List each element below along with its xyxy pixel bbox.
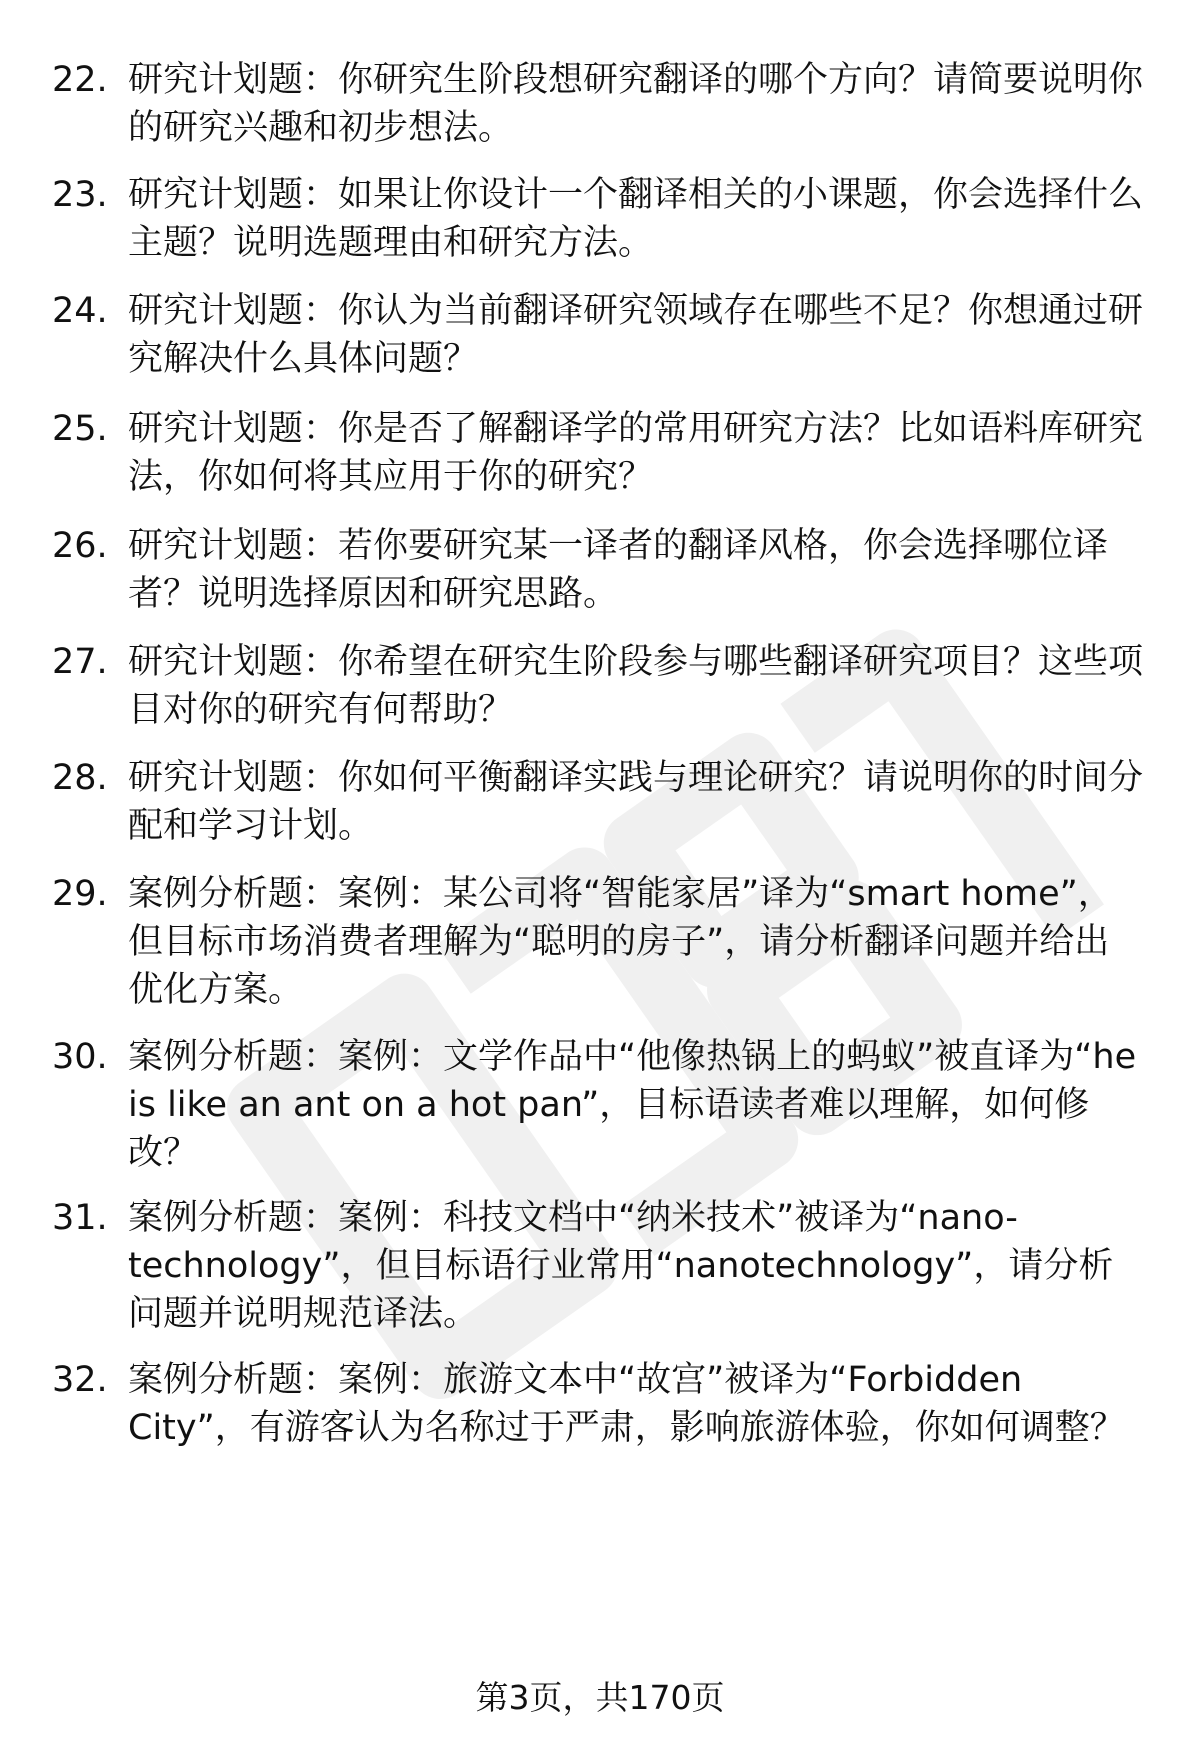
question-item — [52, 754, 1152, 850]
question-number: 28. — [52, 758, 108, 798]
question-text: 案例分析题：案例：文学作品中“他像热锅上的蚂蚁”被直译为“he is like an ant on a hot pan”，目标语读者难以理解，如何修改？ — [128, 1037, 1137, 1173]
question-number: 26. — [52, 526, 108, 566]
question-text: 研究计划题：若你要研究某一译者的翻译风格，你会选择哪位译者？说明选择原因和研究思路。 — [128, 526, 1109, 614]
question-number: 29. — [52, 874, 108, 914]
question-number: 22. — [52, 60, 108, 100]
question-item — [52, 1356, 1152, 1452]
question-text: 研究计划题：你认为当前翻译研究领域存在哪些不足？你想通过研究解决什么具体问题？ — [128, 291, 1144, 379]
question-number: 25. — [52, 409, 108, 449]
question-text: 研究计划题：你希望在研究生阶段参与哪些翻译研究项目？这些项目对你的研究有何帮助？ — [128, 642, 1144, 730]
question-number: 23. — [52, 175, 108, 215]
question-text: 研究计划题：你是否了解翻译学的常用研究方法？比如语料库研究法，你如何将其应用于你的研究？ — [128, 409, 1144, 497]
question-text: 研究计划题：你如何平衡翻译实践与理论研究？请说明你的时间分配和学习计划。 — [128, 758, 1144, 846]
question-item — [52, 522, 1152, 618]
question-number: 27. — [52, 642, 108, 682]
page-footer: 第3页，共170页 — [475, 1678, 725, 1717]
question-text: 研究计划题：你研究生阶段想研究翻译的哪个方向？请简要说明你的研究兴趣和初步想法。 — [128, 60, 1144, 148]
question-item — [52, 638, 1152, 734]
question-number: 24. — [52, 291, 108, 331]
question-number: 30. — [52, 1037, 108, 1077]
question-item — [52, 171, 1152, 267]
question-text: 案例分析题：案例：科技文档中“纳米技术”被译为“nano-technology”，但目标语行业常用“nanotechnology”，请分析问题并说明规范译法。 — [128, 1198, 1114, 1334]
question-item — [52, 1033, 1152, 1177]
question-number: 32. — [52, 1360, 108, 1400]
question-item — [52, 1194, 1152, 1338]
question-item — [52, 56, 1152, 152]
question-text: 研究计划题：如果让你设计一个翻译相关的小课题，你会选择什么主题？说明选题理由和研究方法。 — [128, 175, 1144, 263]
question-text: 案例分析题：案例：某公司将“智能家居”译为“smart home”，但目标市场消费者理解为“聪明的房子”，请分析翻译问题并给出优化方案。 — [128, 874, 1113, 1010]
question-item — [52, 405, 1152, 501]
question-number: 31. — [52, 1198, 108, 1238]
question-item — [52, 870, 1152, 1014]
question-text: 案例分析题：案例：旅游文本中“故宫”被译为“Forbidden City”，有游客认为名称过于严肃，影响旅游体验，你如何调整？ — [128, 1360, 1125, 1448]
question-item — [52, 287, 1152, 383]
